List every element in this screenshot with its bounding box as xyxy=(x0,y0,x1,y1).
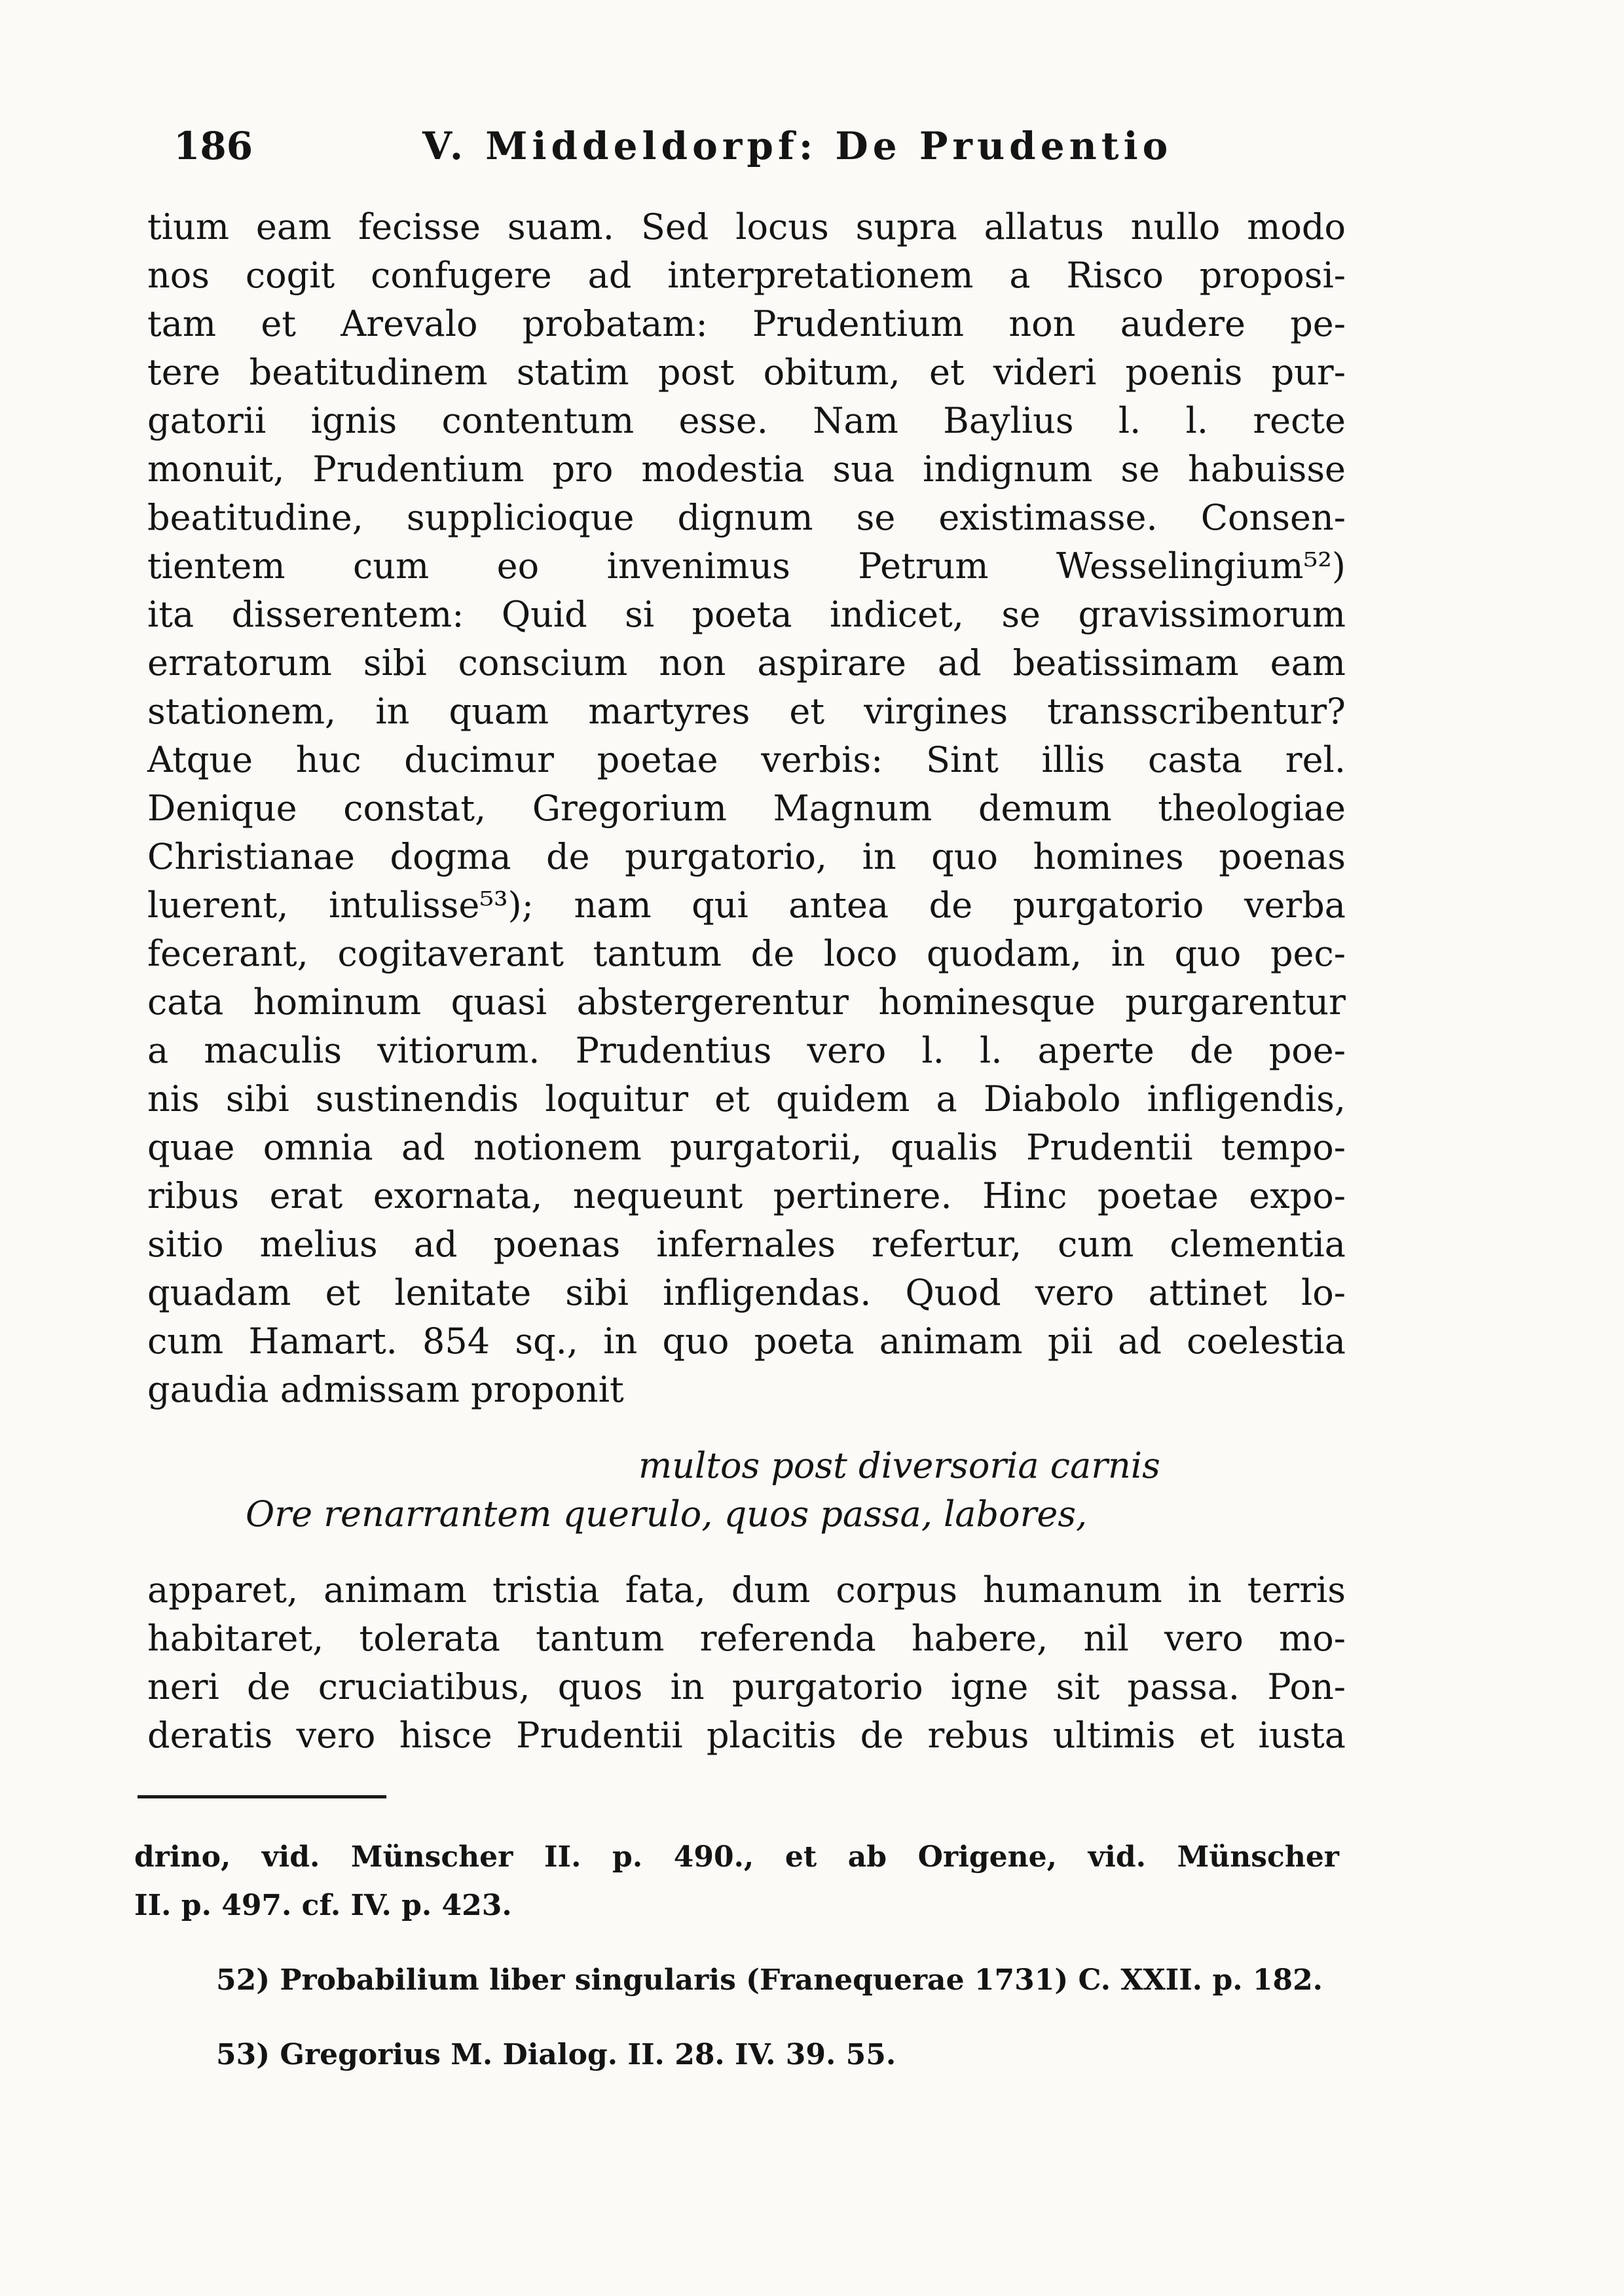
main-text xyxy=(147,203,1346,1760)
footnote-rule xyxy=(138,1795,386,1798)
footnote-gap xyxy=(134,2005,1339,2031)
text-line: quae omnia ad notionem purgatorii, qualis Prudentii tempo- xyxy=(147,1127,1346,1168)
text-line: luerent, intulisse⁵³); nam qui antea de purgatorio verba xyxy=(147,884,1346,926)
text-line: beatitudine, supplicioque dignum se existimasse. Consen- xyxy=(147,497,1346,538)
text-line: neri de cruciatibus, quos in purgatorio igne sit passa. Pon- xyxy=(147,1666,1346,1707)
text-line: Atque huc ducimur poetae verbis: Sint illis casta rel. xyxy=(147,739,1346,780)
text-line: Denique constat, Gregorium Magnum demum theologiae xyxy=(147,788,1346,829)
text-line: monuit, Prudentium pro modestia sua indignum se habuisse xyxy=(147,448,1346,490)
page-number: 186 xyxy=(174,124,253,168)
text-line: cata hominum quasi abstergerentur hominesque purgarentur xyxy=(147,981,1346,1023)
text-line: erratorum sibi conscium non aspirare ad beatissimam eam xyxy=(147,642,1346,683)
footnote-gap xyxy=(134,1930,1339,1956)
text-line: gaudia admissam proponit xyxy=(147,1369,624,1410)
footnote-continued-line: drino, vid. Münscher II. p. 490., et ab Origene, vid. Münscher xyxy=(134,1840,1339,1874)
text-line: gatorii ignis contentum esse. Nam Baylius l. l. recte xyxy=(147,400,1346,441)
text-line: quadam et lenitate sibi infligendas. Quod vero attinet lo- xyxy=(147,1272,1346,1313)
text-line: ribus erat exornata, nequeunt pertinere. Hinc poetae expo- xyxy=(147,1175,1346,1216)
text-line: a maculis vitiorum. Prudentius vero l. l. aperte de poe- xyxy=(147,1030,1346,1071)
text-line: Christianae dogma de purgatorio, in quo homines poenas xyxy=(147,836,1346,877)
text-line: tere beatitudinem statim post obitum, et videri poenis pur- xyxy=(147,352,1346,393)
footnote-53: 53) Gregorius M. Dialog. II. 28. IV. 39. 55. xyxy=(216,2038,896,2071)
verse-line: multos post diversoria carnis xyxy=(638,1445,1160,1486)
verse-line: Ore renarrantem querulo, quos passa, labores, xyxy=(246,1493,1088,1535)
page-header xyxy=(174,117,1300,175)
verse-gap xyxy=(147,1539,1346,1566)
footnote-52: 52) Probabilium liber singularis (Franequerae 1731) C. XXII. p. 182. xyxy=(216,1963,1323,1997)
text-line: cum Hamart. 854 sq., in quo poeta animam pii ad coelestia xyxy=(147,1321,1346,1362)
text-line: habitaret, tolerata tantum referenda habere, nil vero mo- xyxy=(147,1618,1346,1659)
text-line: tam et Arevalo probatam: Prudentium non audere pe- xyxy=(147,303,1346,344)
running-title: V. Middeldorpf: De Prudentio xyxy=(422,124,1173,168)
text-line: nis sibi sustinendis loquitur et quidem a Diabolo infligendis, xyxy=(147,1078,1346,1120)
text-line: nos cogit confugere ad interpretationem a Risco proposi- xyxy=(147,255,1346,296)
text-line: apparet, animam tristia fata, dum corpus humanum in terris xyxy=(147,1569,1346,1611)
text-line: tium eam fecisse suam. Sed locus supra allatus nullo modo xyxy=(147,206,1346,247)
verse-gap xyxy=(147,1414,1346,1442)
text-line: sitio melius ad poenas infernales refertur, cum clementia xyxy=(147,1224,1346,1265)
text-line: ita disserentem: Quid si poeta indicet, se gravissimorum xyxy=(147,594,1346,635)
text-line: deratis vero hisce Prudentii placitis de rebus ultimis et iusta xyxy=(147,1715,1346,1756)
text-line: tientem cum eo invenimus Petrum Wesselingium⁵²) xyxy=(147,545,1346,587)
text-line: fecerant, cogitaverant tantum de loco quodam, in quo pec- xyxy=(147,933,1346,974)
footnotes xyxy=(134,1833,1339,2079)
text-line: stationem, in quam martyres et virgines transscribentur? xyxy=(147,691,1346,732)
footnote-continued-line: II. p. 497. cf. IV. p. 423. xyxy=(134,1889,512,1922)
